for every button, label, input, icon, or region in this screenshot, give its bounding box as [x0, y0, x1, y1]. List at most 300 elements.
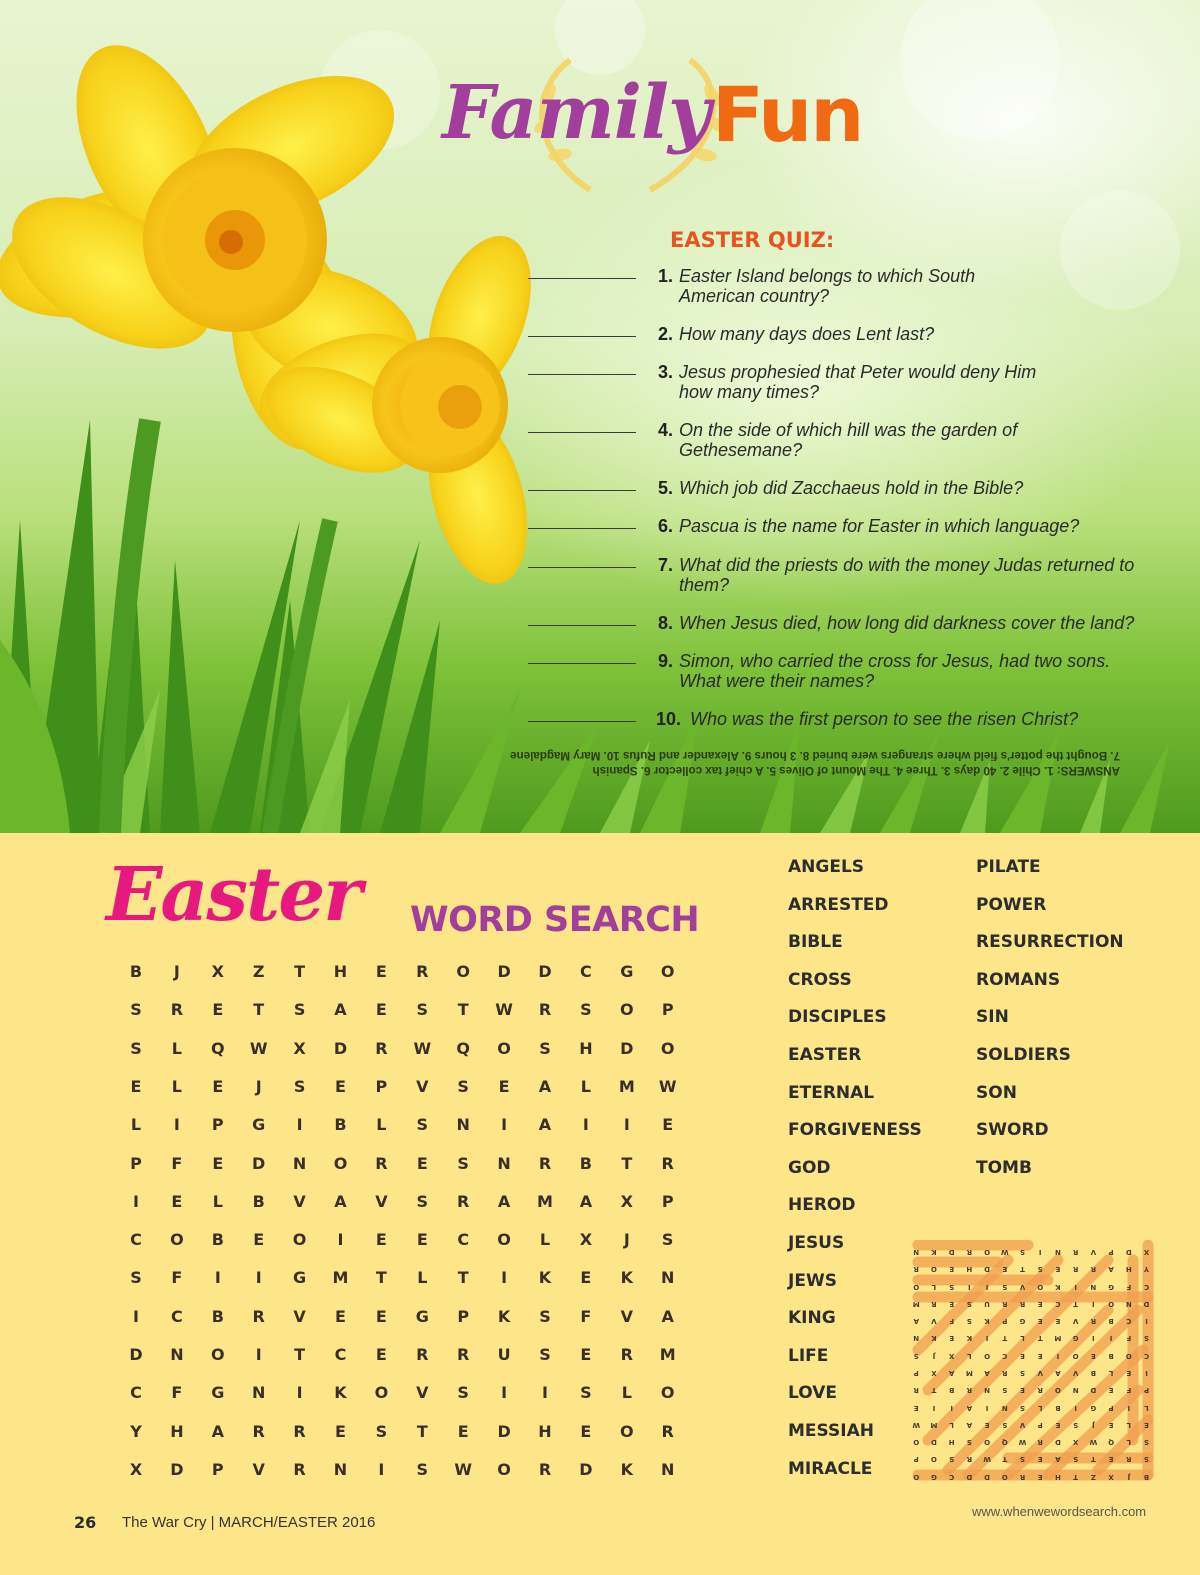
solution-letter: R [1072, 1265, 1079, 1274]
grid-letter: P [661, 1000, 674, 1020]
solution-letter: K [966, 1334, 973, 1343]
solution-letter: T [1073, 1299, 1079, 1308]
grid-letter: X [211, 962, 224, 981]
grid-letter: R [375, 1038, 388, 1058]
solution-letter: M [965, 1369, 973, 1377]
solution-row [908, 1344, 1156, 1360]
grid-letter: R [170, 1000, 184, 1020]
solution-letter: A [948, 1369, 955, 1377]
grid-letter: R [538, 1153, 552, 1173]
grid-letter: A [538, 1115, 552, 1135]
grid-letter: Z [252, 962, 265, 981]
solution-letter: S [1037, 1265, 1043, 1274]
word-list-item: SON [976, 1082, 1017, 1103]
solution-letter: S [1073, 1455, 1079, 1464]
solution-letter: E [1055, 1317, 1061, 1326]
grid-letter: I [133, 1191, 139, 1211]
solution-letter: E [913, 1403, 919, 1412]
grid-letter: G [415, 1306, 429, 1326]
solution-letter: O [984, 1248, 991, 1256]
grid-letter: I [255, 1345, 262, 1364]
quiz-answers-upside-down: ANSWERS: 1. Chile 2. 40 days 3. Three 4. The Mount of Olives 5. A chief tax collector 6. Spanish 7. Bought the potter's field where strangers were buried 8. 3 hours 9. Alexander and Rufus 10. Mary Magdalene [510, 749, 1120, 777]
page-number: 26 [74, 1513, 97, 1532]
grid-letter: A [334, 1191, 347, 1211]
solution-row [908, 1292, 1156, 1308]
solution-letter: A [984, 1369, 990, 1377]
solution-letter: P [913, 1455, 919, 1464]
solution-letter: L [1126, 1420, 1132, 1429]
solution-letter: S [1143, 1438, 1150, 1447]
solution-letter: F [949, 1317, 955, 1326]
grid-letter: B [211, 1306, 224, 1326]
solution-letter: D [1125, 1248, 1132, 1256]
word-list-item: ARRESTED [788, 894, 889, 915]
solution-letter: H [1055, 1472, 1061, 1481]
word-search-title: WORD SEARCH [410, 900, 700, 940]
solution-letter: X [1108, 1472, 1114, 1481]
solution-letter: T [1073, 1472, 1079, 1481]
solution-letter: M [930, 1420, 938, 1429]
grid-letter: M [659, 1345, 676, 1364]
grid-letter: O [619, 1421, 634, 1441]
grid-letter: E [335, 1306, 346, 1326]
grid-letter: O [374, 1383, 389, 1403]
solution-letter: O [1037, 1282, 1044, 1291]
grid-letter: C [130, 1230, 142, 1250]
solution-letter: S [913, 1351, 919, 1360]
grid-letter: O [210, 1345, 225, 1364]
grid-letter: X [129, 1459, 143, 1479]
grid-letter: K [334, 1383, 347, 1403]
solution-letter: V [1090, 1248, 1097, 1256]
grid-letter: N [660, 1268, 675, 1288]
solution-letter: I [1145, 1317, 1148, 1326]
solution-letter: G [1072, 1334, 1079, 1343]
grid-letter: T [294, 1345, 306, 1364]
grid-letter: G [252, 1115, 266, 1135]
solution-letter: E [1055, 1420, 1061, 1429]
grid-letter: N [660, 1459, 675, 1479]
grid-letter: A [538, 1076, 552, 1096]
solution-letter: S [1073, 1420, 1079, 1429]
solution-letter: R [913, 1386, 919, 1395]
answer-line [528, 663, 636, 664]
answer-line [528, 278, 636, 279]
grid-letter: C [334, 1345, 347, 1364]
grid-letter: D [129, 1345, 143, 1364]
grid-letter: I [378, 1459, 385, 1479]
grid-letter: E [375, 1306, 387, 1326]
grid-letter: Q [456, 1038, 470, 1058]
solution-letter: E [1055, 1265, 1061, 1274]
grid-letter: E [580, 1345, 592, 1364]
solution-letter: I [950, 1403, 953, 1412]
grid-letter: E [498, 1076, 510, 1096]
solution-letter: S [1143, 1455, 1150, 1464]
grid-letter: S [539, 1306, 551, 1326]
solution-letter: E [1020, 1351, 1025, 1360]
word-list-item: ANGELS [788, 857, 865, 877]
grid-letter: P [130, 1153, 142, 1173]
solution-letter: A [1108, 1265, 1114, 1274]
solution-letter: P [1037, 1420, 1043, 1429]
solution-letter: L [1020, 1334, 1025, 1343]
solution-letter: R [966, 1386, 973, 1395]
solution-letter: R [1126, 1455, 1132, 1464]
grid-letter: I [582, 1115, 589, 1135]
grid-letter: E [580, 1268, 592, 1288]
solution-letter: I [1074, 1403, 1077, 1412]
word-list-item: RESURRECTION [976, 932, 1124, 953]
grid-letter: S [580, 1000, 592, 1020]
solution-letter: R [913, 1265, 919, 1274]
solution-letter: L [1126, 1438, 1132, 1447]
grid-letter: J [255, 1076, 262, 1096]
word-list-item: JEWS [788, 1270, 837, 1291]
solution-letter: S [966, 1317, 972, 1326]
answer-line [528, 374, 636, 375]
solution-letter: T [1002, 1455, 1008, 1464]
solution-letter: B [1143, 1472, 1150, 1481]
solution-letter: E [1037, 1317, 1043, 1326]
solution-row [908, 1447, 1156, 1463]
solution-letter: K [984, 1317, 990, 1326]
grid-letter: B [211, 1230, 224, 1250]
grid-letter: O [660, 1038, 675, 1058]
solution-letter: C [1143, 1282, 1150, 1291]
grid-letter: I [214, 1268, 221, 1288]
grid-letter: L [171, 1076, 182, 1096]
solution-letter: L [931, 1282, 937, 1291]
grid-letter: E [253, 1230, 265, 1250]
solution-grid-upside-down [908, 1240, 1156, 1482]
title-family: Family [442, 70, 710, 156]
solution-letter: I [985, 1403, 989, 1412]
solution-letter: L [1108, 1369, 1114, 1377]
grid-letter: W [454, 1459, 473, 1479]
grid-letter: P [661, 1191, 674, 1211]
solution-letter: T [1002, 1334, 1008, 1343]
solution-letter: I [1109, 1334, 1113, 1343]
grid-letter: E [335, 1421, 346, 1441]
solution-letter: A [913, 1317, 919, 1326]
solution-letter: O [1108, 1299, 1115, 1308]
solution-letter: D [966, 1472, 973, 1481]
solution-letter: O [913, 1282, 920, 1291]
grid-letter: I [296, 1115, 303, 1135]
solution-letter: E [1108, 1455, 1114, 1464]
solution-letter: S [1143, 1334, 1150, 1343]
solution-letter: Z [1090, 1472, 1096, 1481]
solution-letter: K [931, 1334, 937, 1343]
grid-letter: S [661, 1230, 674, 1250]
grid-letter: R [375, 1153, 388, 1173]
grid-letter: N [170, 1345, 184, 1364]
solution-letter: A [1055, 1369, 1061, 1377]
grid-letter: M [537, 1191, 553, 1211]
answer-line [528, 567, 636, 568]
grid-letter: T [457, 1268, 469, 1288]
grid-letter: S [130, 1000, 142, 1020]
grid-letter: E [335, 1076, 346, 1096]
word-list-item: GOD [788, 1157, 831, 1178]
grid-letter: S [457, 1153, 469, 1173]
word-list-item: HEROD [788, 1195, 856, 1216]
solution-letter: E [1037, 1472, 1043, 1481]
grid-letter: C [130, 1383, 142, 1403]
solution-letter: X [1072, 1438, 1079, 1447]
grid-letter: X [620, 1191, 633, 1211]
solution-letter: I [1038, 1248, 1042, 1256]
solution-letter: S [1002, 1282, 1008, 1291]
solution-letter: I [1092, 1299, 1095, 1308]
solution-letter: R [1090, 1317, 1097, 1326]
solution-letter: W [1018, 1438, 1027, 1447]
grid-letter: S [293, 1076, 306, 1096]
solution-row [908, 1257, 1156, 1273]
word-list-item: EASTER [788, 1045, 862, 1065]
solution-letter: V [1019, 1420, 1026, 1429]
solution-letter: O [1072, 1351, 1079, 1360]
solution-letter: F [1126, 1282, 1132, 1291]
solution-letter: R [1019, 1472, 1026, 1481]
grid-letter: E [375, 1000, 387, 1020]
solution-letter: N [1001, 1403, 1008, 1412]
solution-letter: T [931, 1386, 937, 1395]
word-list-item: SIN [976, 1007, 1009, 1028]
solution-letter: E [1126, 1369, 1132, 1377]
easter-script-title: Easter [106, 852, 361, 938]
grid-letter: S [293, 1000, 306, 1020]
solution-letter: N [1072, 1386, 1079, 1395]
solution-letter: J [932, 1351, 936, 1360]
solution-letter: R [1002, 1299, 1008, 1308]
solution-letter: E [949, 1299, 955, 1308]
grid-letter: S [539, 1038, 551, 1058]
grid-letter: I [337, 1230, 344, 1250]
grid-letter: K [497, 1306, 511, 1326]
solution-letter: P [913, 1369, 919, 1377]
grid-letter: H [579, 1038, 593, 1058]
grid-letter: I [501, 1268, 508, 1288]
grid-letter: T [294, 962, 306, 981]
solution-letter: E [1108, 1386, 1114, 1395]
solution-row [908, 1465, 1156, 1481]
grid-letter: C [171, 1306, 183, 1326]
grid-letter: E [375, 1230, 387, 1250]
solution-letter: I [985, 1334, 989, 1343]
solution-letter: M [912, 1299, 920, 1308]
solution-letter: N [1090, 1282, 1097, 1291]
grid-letter: B [579, 1153, 592, 1173]
word-list-item: LOVE [788, 1383, 837, 1404]
solution-letter: O [930, 1265, 937, 1274]
solution-letter: O [984, 1351, 991, 1360]
solution-letter: G [1090, 1403, 1097, 1412]
solution-letter: R [966, 1248, 973, 1256]
solution-letter: U [984, 1299, 990, 1308]
solution-letter: R [966, 1455, 973, 1464]
grid-letter: E [457, 1421, 469, 1441]
word-list-item: TOMB [976, 1157, 1032, 1178]
solution-letter: E [1037, 1455, 1043, 1464]
solution-letter: V [931, 1317, 937, 1326]
grid-letter: R [293, 1421, 306, 1441]
solution-letter: G [1019, 1317, 1026, 1326]
grid-letter: E [375, 1345, 387, 1364]
publication-name: The War Cry | MARCH/EASTER 2016 [122, 1514, 376, 1531]
grid-letter: R [252, 1421, 265, 1441]
grid-letter: G [293, 1268, 307, 1288]
solution-letter: H [966, 1265, 973, 1274]
solution-letter: S [1019, 1455, 1026, 1464]
solution-letter: D [1090, 1386, 1097, 1395]
grid-letter: O [497, 1459, 511, 1479]
solution-letter: G [931, 1472, 937, 1481]
grid-letter: A [211, 1421, 224, 1441]
solution-letter: P [1002, 1317, 1008, 1326]
solution-letter: O [984, 1438, 991, 1447]
grid-letter: D [497, 1421, 511, 1441]
solution-letter: I [1092, 1334, 1095, 1343]
photo-section: Family Fun EASTER QUIZ: 1. Easter Island belongs to which South American country? 2. How many days does Lent last? 3. Jesus prophesied that Peter would deny Him how many times? 4. On the side of which hill was the garden of Gethesemane? 5. Which job did Zacchaeus hold in the Bible? 6. Pascua is the name for Easter in which language? 7. What did the priests do with the money Judas returned to them? 8. When Jesus died, how long did darkness cover the land? 9. Simon, who carried the cross for Jesus, had two sons. What were their names? 10. Who was the first person to see the risen Christ? ANSWERS: 1. Chile 2. 40 days 3. Three 4. The Mount of Olives 5. A chief tax collector 6. Spanish 7. Bought the potter's field where strangers were buried 8. 3 hours 9. Alexander and Rufus 10. Mary Magdalene [0, 0, 1200, 833]
grid-letter: S [130, 1268, 142, 1288]
grid-letter: N [251, 1383, 266, 1403]
grid-letter: D [333, 1038, 348, 1058]
grid-letter: M [618, 1076, 635, 1096]
grid-letter: E [375, 962, 387, 981]
solution-letter: P [1108, 1248, 1114, 1256]
solution-letter: S [1019, 1369, 1026, 1377]
solution-letter: D [1055, 1438, 1061, 1447]
solution-letter: R [1072, 1248, 1079, 1256]
grid-letter: P [375, 1076, 388, 1096]
grid-letter: O [497, 1038, 511, 1058]
grid-letter: R [620, 1345, 633, 1364]
grid-letter: E [130, 1076, 142, 1096]
answer-line [528, 432, 636, 433]
grid-letter: W [413, 1038, 432, 1058]
grid-letter: L [212, 1191, 223, 1211]
solution-letter: D [984, 1265, 990, 1274]
grid-letter: D [538, 962, 552, 981]
solution-letter: I [1074, 1282, 1077, 1291]
grid-letter: V [252, 1459, 265, 1479]
grid-letter: I [623, 1115, 630, 1135]
grid-letter: S [416, 1459, 429, 1479]
solution-letter: X [931, 1369, 937, 1377]
grid-letter: B [334, 1115, 347, 1135]
solution-letter: E [1090, 1351, 1096, 1360]
grid-letter: D [620, 1038, 634, 1058]
grid-letter: S [457, 1383, 469, 1403]
solution-letter: H [1125, 1265, 1132, 1274]
solution-letter: W [1000, 1248, 1009, 1256]
solution-letter: W [1089, 1438, 1098, 1447]
grid-letter: H [538, 1421, 552, 1441]
solution-letter: P [1108, 1403, 1114, 1412]
solution-row [908, 1361, 1156, 1377]
solution-letter: E [984, 1420, 990, 1429]
grid-letter: F [171, 1268, 183, 1288]
grid-letter: O [660, 1383, 675, 1403]
word-list-item: PILATE [976, 857, 1041, 877]
grid-letter: I [133, 1306, 139, 1326]
solution-letter: S [1019, 1403, 1026, 1412]
solution-letter: S [949, 1282, 955, 1291]
grid-letter: I [542, 1383, 548, 1403]
grid-letter: L [621, 1383, 632, 1403]
grid-letter: A [334, 1000, 347, 1020]
grid-letter: L [539, 1230, 551, 1250]
grid-letter: F [171, 1153, 183, 1173]
grid-letter: P [211, 1459, 224, 1479]
solution-letter: R [1037, 1438, 1043, 1447]
solution-letter: O [1125, 1351, 1132, 1360]
solution-letter: P [1143, 1386, 1150, 1395]
grid-letter: T [253, 1000, 265, 1020]
grid-letter: A [497, 1191, 511, 1211]
grid-letter: E [416, 1230, 428, 1250]
solution-letter: R [1090, 1265, 1097, 1274]
grid-letter: F [580, 1306, 592, 1326]
grid-letter: T [457, 1000, 469, 1020]
solution-letter: T [1037, 1334, 1043, 1343]
grid-letter: R [457, 1345, 470, 1364]
solution-letter: I [1056, 1351, 1060, 1360]
grid-letter: E [171, 1191, 183, 1211]
word-list-item: CROSS [788, 969, 852, 990]
solution-letter: S [1002, 1420, 1008, 1429]
grid-letter: V [293, 1191, 306, 1211]
grid-letter: S [375, 1421, 388, 1441]
grid-letter: E [212, 1076, 224, 1096]
solution-letter: R [1037, 1386, 1043, 1395]
answer-line [528, 528, 636, 529]
solution-letter: S [1002, 1386, 1008, 1395]
grid-letter: O [456, 962, 470, 981]
grid-letter: G [211, 1383, 225, 1403]
solution-letter: I [1145, 1369, 1148, 1377]
grid-letter: I [296, 1383, 303, 1403]
grid-letter: L [580, 1076, 591, 1096]
solution-row [908, 1275, 1156, 1291]
grid-letter: S [416, 1191, 429, 1211]
answer-line [528, 625, 636, 626]
solution-letter: B [1108, 1351, 1114, 1360]
grid-letter: V [416, 1076, 429, 1096]
grid-letter: R [293, 1459, 306, 1479]
grid-letter: O [333, 1153, 348, 1173]
grid-letter: H [333, 962, 348, 981]
solution-letter: O [913, 1438, 920, 1447]
grid-letter: V [416, 1383, 429, 1403]
grid-letter: C [457, 1230, 470, 1250]
grid-letter: N [292, 1153, 307, 1173]
solution-letter: V [1072, 1317, 1079, 1326]
grid-letter: O [497, 1230, 511, 1250]
solution-letter: D [1143, 1299, 1150, 1308]
grid-letter: E [416, 1153, 428, 1173]
solution-letter: Y [1143, 1265, 1150, 1274]
solution-row [908, 1396, 1156, 1412]
solution-letter: V [1037, 1369, 1043, 1377]
grid-letter: W [249, 1038, 268, 1058]
grid-letter: X [293, 1038, 306, 1058]
solution-letter: R [1019, 1299, 1026, 1308]
solution-letter: X [1143, 1248, 1150, 1256]
grid-letter: U [497, 1345, 511, 1364]
